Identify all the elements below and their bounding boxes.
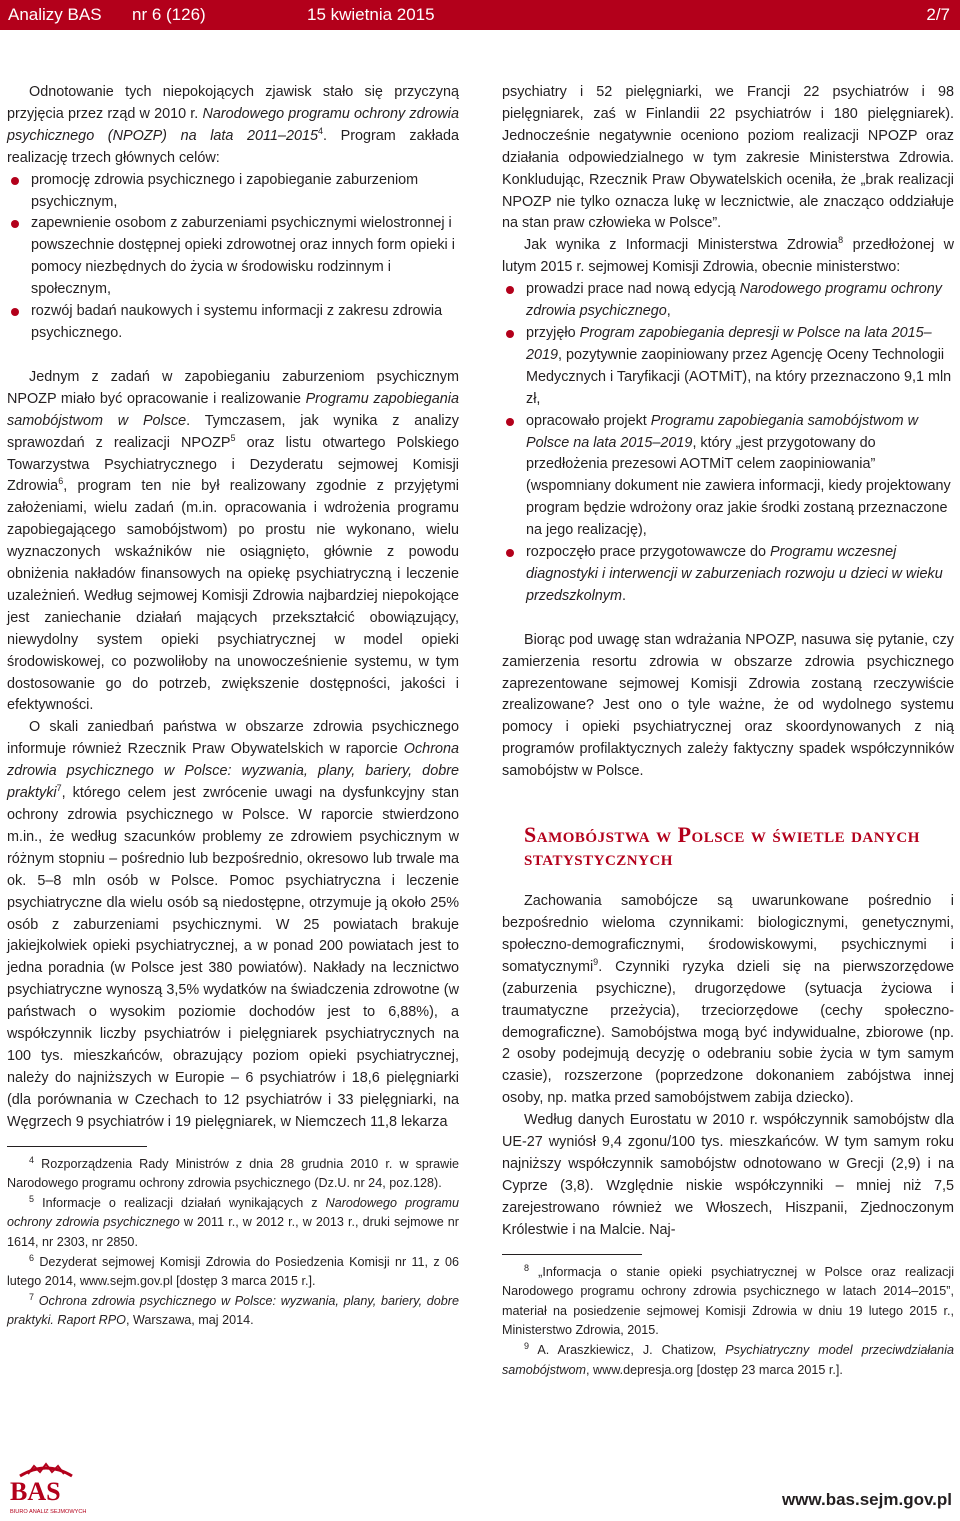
text-run: , program ten nie był realizowany zgodnie z przyjętymi założeniami, wielu zadań (m.in. opracowania i wdrożenia programu zapobiegającego samobójstwom) po prostu nie wykonano, wielu wyznaczonych wskaźników nie osiągnięto, głównie z powodu obniżenia nakładów finansowych na opiekę psychiatryczną i leczenie uzależnień. Według sejmowej Komisji Zdrowia najbardziej niepokojące jest zaniechanie działań mających przekształcić obowiązujący, niewydolny system opieki psychiatrycznej w model opieki środowiskowej, co pozwoliłoby na unowocześnienie systemu, w tym dostosowanie go do potrzeb, zwiększenie dostępności, jakości i efektywności. — [7, 478, 459, 714]
list-item — [502, 279, 954, 323]
footnote-divider — [502, 1254, 642, 1255]
footnote-text: Rozporządzenia Rady Ministrów z dnia 28 grudnia 2010 r. w sprawie Narodowego programu ochrony zdrowia psychicznego (Dz.U. nr 24, poz.128). — [7, 1156, 459, 1191]
program-title: Narodowego programu ochrony zdrowia psychicznego (NPOZP) na lata 2011–2015 — [7, 105, 460, 144]
footnote-text: , Warszawa, maj 2014. — [125, 1313, 254, 1328]
logo-text: BAS — [10, 1477, 61, 1506]
bullet-icon — [506, 418, 514, 426]
section-heading: Samobójstwa w Polsce w świetle danych statystycznych — [524, 822, 920, 871]
program-title: Programu zapobiegania samobójstwom w Polsce — [7, 390, 459, 429]
text-run: psychiatry i 52 pielęgniarki, we Francji 22 psychiatrów i 98 pielęgniarek, zaś w Finlandii 22 psychiatrów i 180 pielęgniarek). Jednocześnie negatywnie oceniono poziom realizacji NPOZP oraz działania odpowiedzialnego w tym zakresie Ministerstwa Zdrowia. Konkludując, Rzecznik Praw Obywatelskich oceniła, że „brak realizacji NPOZP nie tylko oznacza lukę w lecznictwie, ale znacząco oddziałuje na stan praw człowieka w Polsce”. — [502, 84, 954, 232]
text-run: Odnotowanie tych niepokojących zjawisk stało się przyczyną przyjęcia przez rząd w 2010 r. — [7, 84, 459, 122]
footnote-ref: 7 — [56, 783, 62, 794]
text-run: opracowało projekt — [526, 412, 651, 429]
list-item — [502, 542, 954, 608]
text-run: . Program zakłada realizację trzech głównych celów: — [7, 127, 460, 166]
text-run: . Czynniki ryzyka dzieli się na pierwszorzędowe (zaburzenia psychiczne), drugorzędowe (sytuacja życiowa i traumatyczne przeżycia), trzeciorzędowe (cechy społeczno-demograficzne). Samobójstwa mogą być indywidualne, zbiorowe (np. 2 osoby podejmują decyzję o odebraniu sobie życia w tym samym czasie), rozszerzone (poprzedzone dokonaniem zabójstwa innej osoby, np. matka przed samobójstwem zabija dziecko). — [502, 958, 954, 1107]
bullet-icon — [506, 330, 514, 338]
list-item-text: rozwój badań naukowych i systemu informacji z zakresu zdrowia psychicznego. — [31, 303, 443, 341]
footnote-divider — [7, 1146, 147, 1147]
footnote-number: 4 — [29, 1154, 35, 1165]
page-header — [0, 0, 960, 30]
logo-subtitle: BIURO ANALIZ SEJMOWYCH — [10, 1509, 87, 1515]
list-item — [7, 213, 459, 301]
header-title: Analizy BAS — [8, 5, 102, 24]
text-run: O skali zaniedbań państwa w obszarze zdrowia psychicznego informuje również Rzecznik Praw Obywatelskich w raporcie — [7, 719, 459, 758]
footnote-8 — [502, 1263, 954, 1341]
footnote-text: w 2011 r., w 2012 r., w 2013 r., druki sejmowe nr 1614, nr 2303, nr 2850. — [7, 1215, 459, 1249]
bas-logo — [6, 1462, 98, 1516]
bas-logo-icon — [6, 1462, 98, 1516]
text-run: rozpoczęło prace przygotowawcze do — [526, 544, 770, 561]
text-run: , który „jest przygotowany do przedłożenia prezesowi AOTMiT celem zaopiniowania” (wspomniany dokument nie zawiera informacji, kiedy projektowany program będzie wdrożony oraz jakie środki zostaną przeznaczone na jego realizację), — [526, 434, 951, 539]
text-run: przyjęło — [526, 324, 580, 341]
bullet-icon — [11, 220, 19, 228]
program-title: Narodowego programu ochrony zdrowia psychicznego — [526, 281, 942, 320]
header-date: 15 kwietnia 2015 — [307, 5, 435, 24]
text-run: prowadzi prace nad nową edycją — [526, 281, 740, 298]
right-paragraph-2 — [502, 235, 954, 279]
footnote-number: 5 — [29, 1193, 35, 1204]
footnote-ref: 9 — [593, 957, 599, 968]
footnote-ref: 8 — [838, 235, 844, 246]
text-run: Jednym z zadań w zapobieganiu zaburzeniom psychicznym NPOZP miało być opracowanie i realizowanie — [7, 368, 459, 407]
left-paragraph-3 — [7, 717, 459, 1133]
footnote-text: Informacje o realizacji działań wynikających z — [42, 1195, 326, 1210]
footnote-6 — [7, 1253, 459, 1292]
text-run: . — [621, 587, 626, 604]
report-title: Ochrona zdrowia psychicznego w Polsce: wyzwania, plany, bariery, dobre praktyki — [7, 741, 459, 802]
right-column — [502, 82, 954, 1380]
text-run: Jak wynika z Informacji Ministerstwa Zdrowia — [524, 237, 839, 254]
text-run: Zachowania samobójcze są uwarunkowane pośrednio i bezpośrednio wieloma czynnikami: biologicznymi, genetycznymi, społeczno-demograficznymi, środowiskowymi, psychicznymi i somatycznymi — [502, 893, 954, 975]
text-run: , którego celem jest zwrócenie uwagi na dysfunkcyjny stan ochrony zdrowia psychicznego w Polsce. W raporcie stwierdzono m.in., że według szacunków problemy ze zdrowiem psychicznym w różnym stopniu – pośrednio lub bezpośrednio, okresowo lub trwale ma ok. 5–8 mln osób w Polsce. Pomoc psychiatryczna i leczenie psychiatryczne dla wielu osób są niedostępne, otrzymuje ją około 25% osób z zaburzeniami psychicznymi. W 25 powiatach brakuje jakiejkolwiek opieki psychiatrycznej, a w ponad 200 powiatach jest to jedna poradnia (w Polsce jest 380 powiatów). Nakłady na lecznictwo psychiatryczne wynoszą 3,5% wydatków na świadczenia zdrowotne (w państwach o wysokim poziomie dochodów jest to 6,88%), a współczynnik liczby psychiatrów i pielęgniarek psychiatrycznych na 100 tys. mieszkańców, obrazujący poziom opieki psychiatrycznej, należy do najniższych w Europie – 6 psychiatrów i 18,6 pielęgniarki (dla porównania w Czechach to 12 psychiatrów i 33 pielęgniarki, na Węgrzech 9 psychiatrów i 19 pielęgniarek, w Niemczech 11,8 lekarza — [7, 785, 459, 1130]
text-run: , pozytywnie zaopiniowany przez Agencję Oceny Technologii Medycznych i Taryfikacji (AOTMiT), na który przeznaczono 9,1 mln zł, — [526, 346, 952, 407]
list-item — [502, 323, 954, 411]
footnote-text: , www.depresja.org [dostęp 23 marca 2015 r.]. — [586, 1362, 843, 1377]
footnote-italic: Narodowego programu ochrony zdrowia psychicznego — [7, 1195, 459, 1230]
footnote-number: 9 — [524, 1340, 530, 1351]
list-item-text: promocję zdrowia psychicznego i zapobieganie zaburzeniom psychicznym, — [31, 171, 419, 210]
bullet-icon — [506, 286, 514, 294]
footnote-italic: Ochrona zdrowia psychicznego w Polsce: wyzwania, plany, bariery, dobre praktyki. Raport RPO — [7, 1293, 460, 1328]
footnote-text: A. Araszkiewicz, J. Chatizow, — [537, 1342, 726, 1357]
text-run: . Tymczasem, jak wynika z analizy sprawozdań z realizacji NPOZP — [7, 412, 459, 451]
list-item — [7, 301, 459, 345]
footnote-italic: Psychiatryczny model przeciwdziałania samobójstwom — [502, 1342, 954, 1377]
right-paragraph-3: Biorąc pod uwagę stan wdrażania NPOZP, nasuwa się pytanie, czy zamierzenia resortu zdrowia w obszarze zdrowia psychicznego zaprezentowane sejmowej Komisji Zdrowia zostaną rzeczywiście zrealizowane? Jest ono o tyle ważne, że od wydolnego systemu pomocy i opieki psychiatrycznej oraz skoordynowanych z nią programów profilaktycznych zależy faktyczny spadek współczynników samobójstw w Polsce. — [502, 631, 954, 780]
bullet-icon — [506, 549, 514, 557]
ministry-actions-list — [502, 279, 954, 608]
program-title: Programu zapobiegania samobójstwom w Polsce na lata 2015–2019 — [526, 412, 918, 451]
footnote-ref: 4 — [317, 126, 323, 137]
left-paragraph-1 — [7, 82, 459, 170]
footnote-7 — [7, 1292, 459, 1331]
right-paragraph-1 — [502, 82, 954, 235]
footnote-4 — [7, 1155, 459, 1194]
left-paragraph-2 — [7, 367, 459, 718]
list-item — [502, 411, 954, 542]
footnote-number: 8 — [524, 1262, 530, 1273]
list-item-text: zapewnienie osobom z zaburzeniami psychicznymi wielostronnej i powszechnie dostępnej opieki zdrowotnej oraz innych form opieki i pomocy niezbędnych do życia w środowisku rodzinnym i społecznym, — [31, 215, 455, 298]
bullet-icon — [11, 177, 19, 185]
footnote-ref: 6 — [58, 476, 64, 487]
footnote-text: „Informacja o stanie opieki psychiatrycznej w Polsce oraz realizacji Narodowego programu ochrony zdrowia psychicznego w latach 2014–2015”, materiał na posiedzenie sejmowej Komisji Zdrowia w dniu 19 lutego 2015 r., Ministerstwo Zdrowia, 2015. — [502, 1264, 955, 1338]
left-column — [7, 82, 459, 1331]
footnote-number: 7 — [29, 1291, 35, 1302]
program-title: Programu wczesnej diagnostyki i interwencji w zaburzeniach rozwoju u dzieci w wieku przedszkolnym — [526, 544, 943, 604]
bullet-icon — [11, 308, 19, 316]
footnote-9 — [502, 1341, 954, 1380]
text-run: przedłożonej w lutym 2015 r. sejmowej Komisji Zdrowia, obecnie ministerstwo: — [502, 237, 954, 276]
footnote-text: Dezyderat sejmowej Komisji Zdrowia do Posiedzenia Komisji nr 11, z 06 lutego 2014, www.sejm.gov.pl [dostęp 3 marca 2015 r.]. — [7, 1254, 459, 1289]
footnote-5 — [7, 1194, 459, 1253]
footnote-number: 6 — [29, 1252, 35, 1263]
header-issue: nr 6 (126) — [132, 5, 206, 24]
footnote-ref: 5 — [230, 432, 236, 443]
program-title: Program zapobiegania depresji w Polsce na lata 2015–2019 — [526, 324, 932, 363]
header-page-number: 2/7 — [926, 5, 950, 24]
text-run: oraz listu otwartego Polskiego Towarzystwa Psychiatrycznego i Dezyderatu sejmowej Komisji Zdrowia — [7, 434, 459, 495]
text-run: , — [666, 303, 671, 320]
footer-url-link[interactable]: www.bas.sejm.gov.pl — [781, 1490, 952, 1509]
goals-list — [7, 170, 459, 345]
list-item — [7, 170, 459, 214]
right-paragraph-5: Według danych Eurostatu w 2010 r. współczynnik samobójstw dla UE-27 wyniósł 9,4 zgonu/100 tys. mieszkańców. W tym samym roku najniższy współczynnik samobójstw odnotowano w Grecji (2,9) i na Cyprze (3,8). Względnie niskie współczynniki – mniej niż 7,5 zarejestrowano również we Włoszech, Hiszpanii, Zjednoczonym Królestwie i na Malcie. Naj- — [502, 1112, 954, 1238]
right-paragraph-4 — [502, 891, 954, 1110]
